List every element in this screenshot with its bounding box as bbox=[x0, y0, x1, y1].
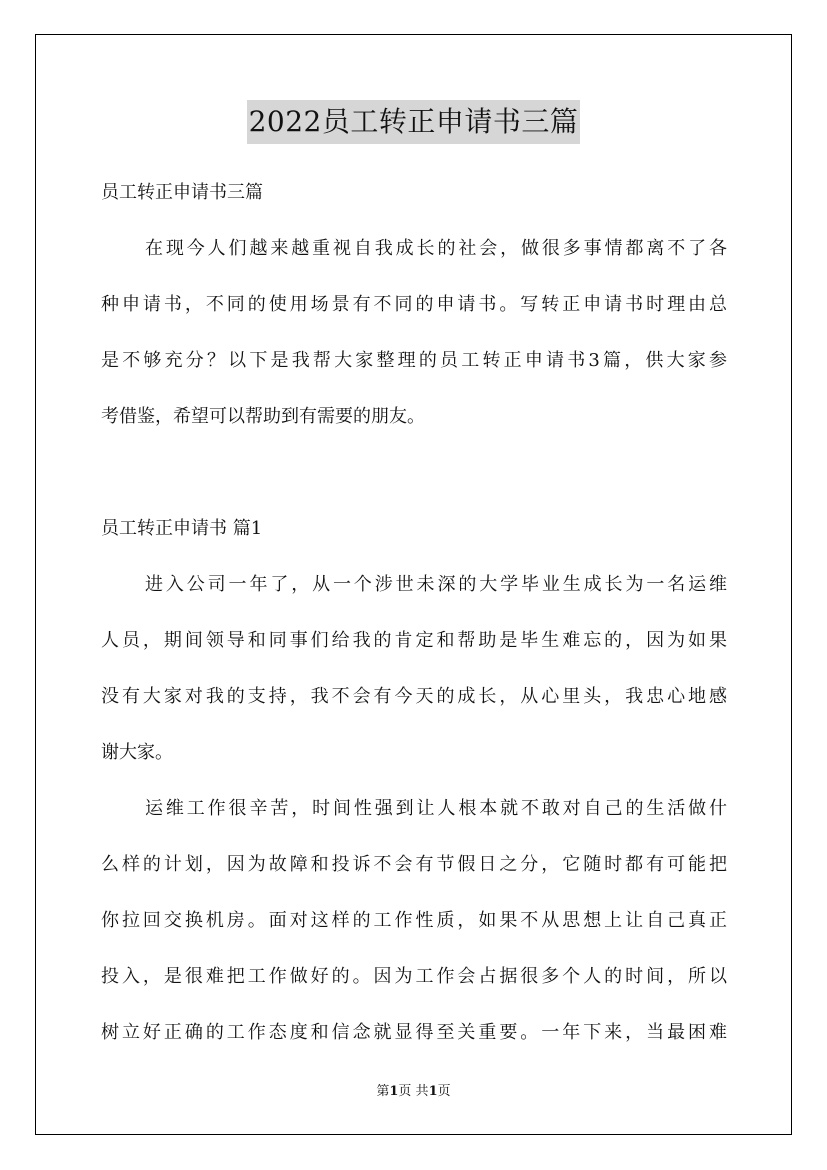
paragraph-line: 人员，期间领导和同事们给我的肯定和帮助是毕生难忘的，因为如果 bbox=[101, 630, 727, 651]
document-subtitle: 员工转正申请书三篇 bbox=[101, 182, 263, 203]
paragraph-line: 进入公司一年了，从一个涉世未深的大学毕业生成长为一名运维 bbox=[145, 574, 727, 595]
page-label-prefix: 第 bbox=[376, 1084, 390, 1099]
title-container bbox=[0, 100, 827, 144]
paragraph-line: 么样的计划，因为故障和投诉不会有节假日之分，它随时都有可能把 bbox=[101, 854, 727, 875]
intro-line: 是不够充分？以下是我帮大家整理的员工转正申请书3篇，供大家参 bbox=[101, 350, 727, 371]
page-label-mid: 页 共 bbox=[398, 1084, 429, 1099]
document-body bbox=[101, 170, 727, 1066]
page-label-suffix: 页 bbox=[437, 1084, 451, 1099]
paragraph-line: 投入，是很难把工作做好的。因为工作会占据很多个人的时间，所以 bbox=[101, 966, 727, 987]
intro-line: 在现今人们越来越重视自我成长的社会，做很多事情都离不了各 bbox=[145, 238, 727, 259]
paragraph-line: 没有大家对我的支持，我不会有今天的成长，从心里头，我忠心地感 bbox=[101, 686, 727, 707]
intro-line: 考借鉴，希望可以帮助到有需要的朋友。 bbox=[101, 406, 425, 427]
blank-line bbox=[101, 450, 727, 506]
intro-line: 种申请书，不同的使用场景有不同的申请书。写转正申请书时理由总 bbox=[101, 294, 727, 315]
page-footer bbox=[0, 1083, 827, 1101]
paragraph-line: 谢大家。 bbox=[101, 742, 173, 763]
paragraph-line: 运维工作很辛苦，时间性强到让人根本就不敢对自己的生活做什 bbox=[145, 798, 727, 819]
paragraph-line: 你拉回交换机房。面对这样的工作性质，如果不从思想上让自己真正 bbox=[101, 910, 727, 931]
page-current-number: 1 bbox=[389, 1084, 399, 1099]
section-heading: 员工转正申请书 篇1 bbox=[101, 518, 263, 539]
paragraph-line: 树立好正确的工作态度和信念就显得至关重要。一年下来，当最困难 bbox=[101, 1022, 727, 1043]
document-title: 2022员工转正申请书三篇 bbox=[247, 100, 581, 144]
page-total-number: 1 bbox=[428, 1084, 438, 1099]
